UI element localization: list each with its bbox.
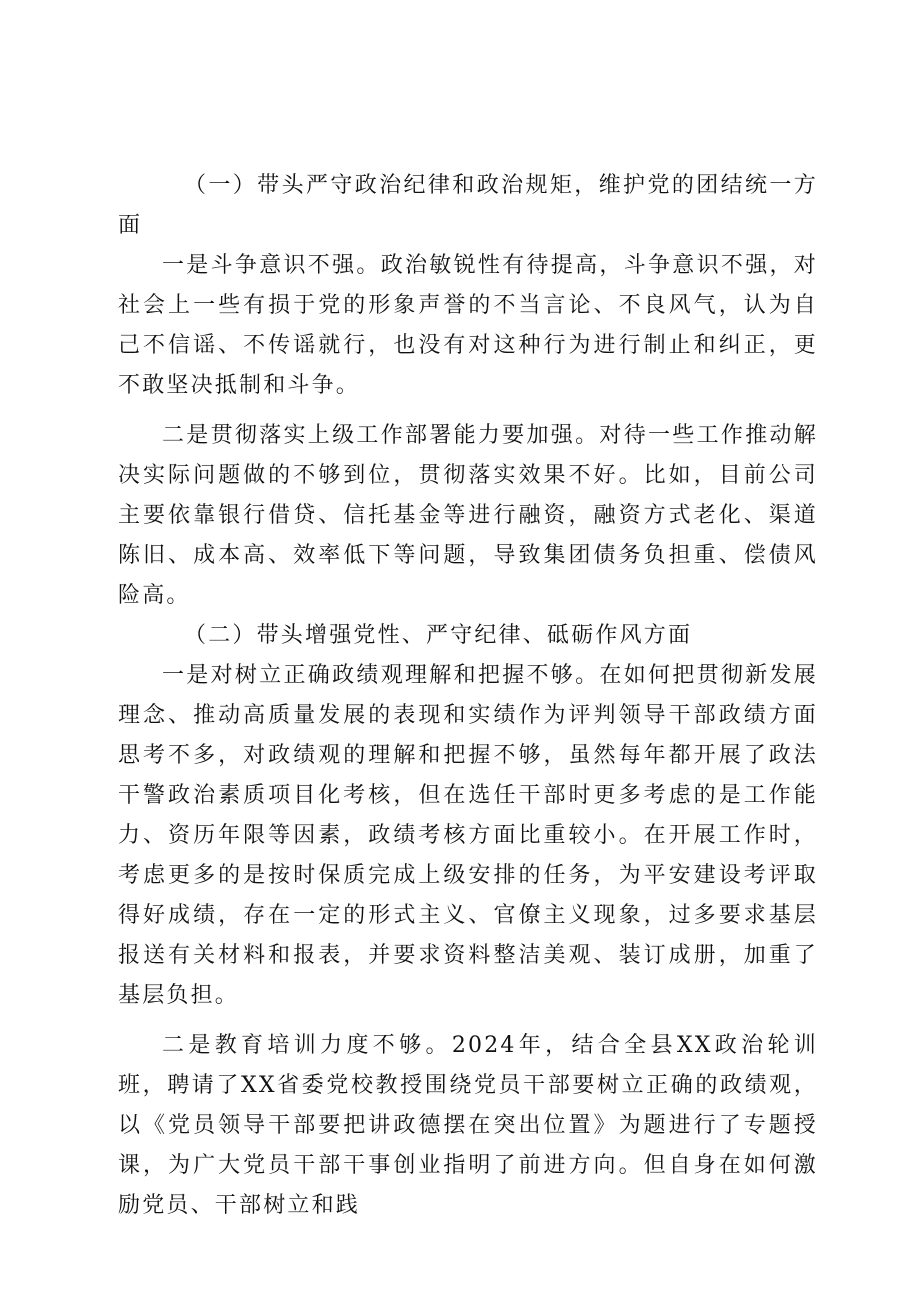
document-body bbox=[118, 166, 818, 1226]
section-heading-2: （二）带头增强党性、严守纪律、砥砺作风方面 bbox=[184, 623, 693, 648]
body-paragraph-1: 一是斗争意识不强。政治敏锐性有待提高，斗争意识不强，对社会上一些有损于党的形象声誉的不当言论、不良风气，认为自己不信谣、不传谣就行，也没有对这种行为进行制止和纠正，更不敢坚决抵制和斗争。 bbox=[118, 253, 818, 398]
section-heading-1: （一）带头严守政治纪律和政治规矩，维护党的团结统一方面 bbox=[118, 173, 818, 238]
body-paragraph-2: 二是贯彻落实上级工作部署能力要加强。对待一些工作推动解决实际问题做的不够到位，贯彻落实效果不好。比如，目前公司主要依靠银行借贷、信托基金等进行融资，融资方式老化、渠道陈旧、成本高、效率低下等问题，导致集团债务负担重、偿债风险高。 bbox=[118, 423, 818, 608]
body-paragraph-4: 二是教育培训力度不够。2024年，结合全县XX政治轮训班，聘请了XX省委党校教授围绕党员干部要树立正确的政绩观，以《党员领导干部要把讲政德摆在突出位置》为题进行了专题授课，为广大党员干部干事创业指明了前进方向。但自身在如何激励党员、干部树立和践 bbox=[118, 1033, 818, 1218]
body-paragraph-3: 一是对树立正确政绩观理解和把握不够。在如何把贯彻新发展理念、推动高质量发展的表现和实绩作为评判领导干部政绩方面思考不多，对政绩观的理解和把握不够，虽然每年都开展了政法干警政治素质项目化考核，但在选任干部时更多考虑的是工作能力、资历年限等因素，政绩考核方面比重较小。在开展工作时，考虑更多的是按时保质完成上级安排的任务，为平安建设考评取得好成绩，存在一定的形式主义、官僚主义现象，过多要求基层报送有关材料和报表，并要求资料整洁美观、装订成册，加重了基层负担。 bbox=[118, 663, 818, 1008]
